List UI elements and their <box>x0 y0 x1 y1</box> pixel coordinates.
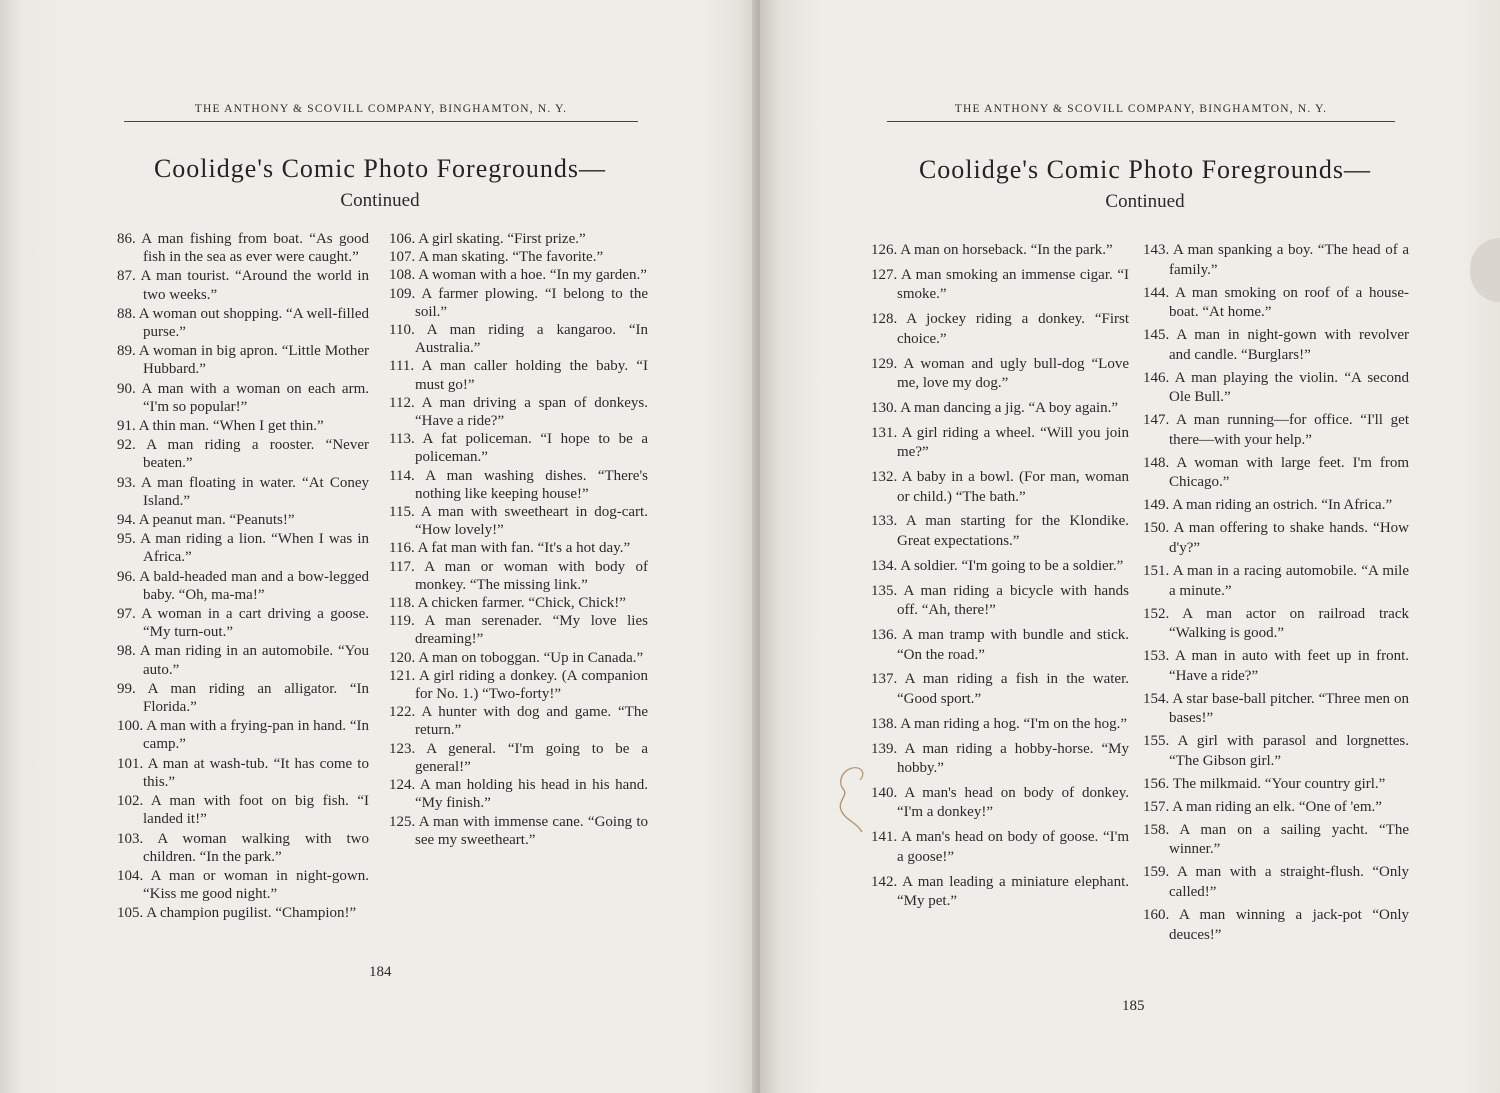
entry-number: 155. <box>1143 733 1170 750</box>
entry-text: A man winning a jack-pot “Only deuces!” <box>1169 907 1409 943</box>
entry-number: 102. <box>117 793 144 810</box>
catalog-entry <box>871 399 1129 419</box>
entry-text: A woman and ugly bull-dog “Love me, love my dog.” <box>897 355 1129 392</box>
catalog-entry <box>871 582 1129 621</box>
entry-number: 138. <box>871 715 898 732</box>
catalog-entry <box>117 342 369 378</box>
entry-text: A woman in big apron. “Little Mother Hubbard.” <box>138 343 369 378</box>
entry-text: A bald-headed man and a bow-legged baby. “Oh, ma-ma!” <box>139 568 369 603</box>
catalog-entry <box>871 670 1129 709</box>
catalog-entry <box>389 285 648 321</box>
entry-text: A general. “I'm going to be a general!” <box>415 740 648 775</box>
entry-text: A man spanking a boy. “The head of a family.” <box>1169 242 1409 278</box>
entry-number: 131. <box>871 424 898 441</box>
entry-text: The milkmaid. “Your country girl.” <box>1172 775 1386 792</box>
entry-text: A man with sweetheart in dog-cart. “How lovely!” <box>415 504 648 539</box>
entry-text: A champion pugilist. “Champion!” <box>146 905 357 922</box>
entry-text: A man with foot on big fish. “I landed it!” <box>143 793 369 828</box>
catalog-entry <box>1143 690 1409 729</box>
catalog-entry <box>871 512 1129 551</box>
entry-number: 87. <box>117 268 136 285</box>
entry-number: 106. <box>389 231 416 247</box>
entry-number: 140. <box>871 784 898 801</box>
entry-number: 134. <box>871 557 898 574</box>
entry-text: A man smoking an immense cigar. “I smoke.” <box>897 266 1129 303</box>
entry-text: A man or woman in night-gown. “Kiss me good night.” <box>143 867 369 903</box>
entry-number: 149. <box>1143 497 1170 514</box>
entry-number: 117. <box>389 558 415 575</box>
entry-text: A man driving a span of donkeys. “Have a ride?” <box>415 394 648 430</box>
entry-text: A man starting for the Klondike. Great expectations.” <box>897 513 1129 550</box>
catalog-entry <box>117 717 369 753</box>
entry-number: 122. <box>389 704 416 721</box>
catalog-entry <box>389 703 648 739</box>
page-subtitle: Continued <box>340 190 420 211</box>
entry-number: 101. <box>117 755 144 772</box>
entry-number: 151. <box>1143 563 1170 580</box>
entry-text: A hunter with dog and game. “The return.” <box>415 704 648 739</box>
catalog-entry <box>389 266 648 284</box>
catalog-entry <box>389 649 648 667</box>
catalog-entry <box>871 310 1129 349</box>
catalog-entry <box>871 241 1129 261</box>
catalog-entry <box>1143 906 1409 945</box>
catalog-entry <box>1143 821 1409 860</box>
entry-text: A man in auto with feet up in front. “Have a ride?” <box>1169 648 1409 684</box>
catalog-entry <box>871 424 1129 463</box>
catalog-entry <box>1143 863 1409 902</box>
entry-text: A star base-ball pitcher. “Three men on bases!” <box>1169 690 1409 727</box>
page-title: Coolidge's Comic Photo Foregrounds— <box>153 154 607 183</box>
entry-number: 99. <box>117 680 136 697</box>
catalog-entry <box>1143 284 1409 323</box>
catalog-entry <box>871 828 1129 867</box>
entry-text: A man holding his head in his hand. “My finish.” <box>415 777 648 812</box>
entry-text: A man serenader. “My love lies dreaming!” <box>415 613 648 648</box>
catalog-entry <box>1143 519 1409 558</box>
catalog-entry <box>117 230 369 266</box>
entry-text: A man on toboggan. “Up in Canada.” <box>418 649 644 666</box>
catalog-entry <box>389 503 648 539</box>
entry-number: 88. <box>117 305 136 322</box>
entry-text: A baby in a bowl. (For man, woman or child.) “The bath.” <box>897 469 1129 505</box>
entry-number: 159. <box>1143 864 1170 881</box>
entry-text: A man riding an alligator. “In Florida.” <box>143 680 369 716</box>
entry-number: 121. <box>389 667 416 684</box>
catalog-entry <box>389 248 648 266</box>
catalog-entry <box>1143 798 1409 818</box>
catalog-entry <box>1143 562 1409 601</box>
entry-number: 137. <box>871 671 898 688</box>
entry-number: 132. <box>871 469 898 486</box>
entry-number: 148. <box>1143 454 1170 471</box>
catalog-entry <box>1143 732 1409 771</box>
catalog-entry <box>389 612 648 648</box>
entry-number: 92. <box>117 437 136 454</box>
entry-number: 113. <box>389 431 415 448</box>
catalog-entry <box>389 813 648 849</box>
page-number: 185 <box>1122 998 1145 1014</box>
entry-number: 145. <box>1143 327 1170 344</box>
entry-text: A man in night-gown with revolver and candle. “Burglars!” <box>1169 327 1409 363</box>
entry-text: A girl skating. “First prize.” <box>418 231 586 247</box>
entry-text: A man with a straight-flush. “Only called!” <box>1169 864 1409 901</box>
catalog-entry <box>389 321 648 357</box>
catalog-entry <box>1143 605 1409 644</box>
entry-number: 127. <box>871 266 898 283</box>
catalog-entry <box>1143 496 1409 516</box>
catalog-entry <box>389 667 648 703</box>
entry-number: 111. <box>389 358 415 375</box>
entry-text: A man with a woman on each arm. “I'm so popular!” <box>141 380 369 415</box>
entry-number: 126. <box>871 242 898 258</box>
entry-text: A man riding a fish in the water. “Good sport.” <box>897 671 1129 707</box>
entry-text: A man tramp with bundle and stick. “On the road.” <box>897 626 1129 663</box>
entry-text: A man at wash-tub. “It has come to this.” <box>143 755 369 790</box>
entry-text: A man riding a hobby-horse. “My hobby.” <box>897 740 1129 777</box>
right-page-column-1 <box>871 241 1129 917</box>
catalog-entry <box>117 830 369 866</box>
entry-number: 153. <box>1143 648 1170 665</box>
catalog-entry <box>117 436 369 472</box>
entry-text: A man offering to shake hands. “How d'y?” <box>1169 520 1409 557</box>
catalog-entry <box>1143 411 1409 450</box>
catalog-entry <box>1143 775 1409 795</box>
page-title: Coolidge's Comic Photo Foregrounds— <box>918 155 1372 184</box>
entry-number: 158. <box>1143 821 1170 838</box>
entry-text: A girl riding a donkey. (A companion for No. 1.) “Two-forty!” <box>415 667 648 703</box>
entry-number: 107. <box>389 249 416 266</box>
entry-number: 91. <box>117 418 136 435</box>
entry-text: A man caller holding the baby. “I must go!” <box>415 358 648 393</box>
catalog-entry <box>117 680 369 716</box>
entry-number: 125. <box>389 813 416 830</box>
entry-text: A jockey riding a donkey. “First choice.” <box>897 311 1129 347</box>
page-subtitle: Continued <box>1105 191 1185 212</box>
entry-number: 119. <box>389 613 415 630</box>
running-head: THE ANTHONY & SCOVILL COMPANY, BINGHAMTON, N. Y. <box>124 103 638 122</box>
entry-number: 109. <box>389 285 416 302</box>
page-edge-tab <box>1470 238 1500 302</box>
catalog-entry <box>389 776 648 812</box>
entry-text: A man riding a bicycle with hands off. “Ah, there!” <box>897 582 1129 619</box>
catalog-entry <box>117 380 369 416</box>
entry-number: 136. <box>871 626 898 643</box>
entry-number: 124. <box>389 777 416 794</box>
entry-text: A chicken farmer. “Chick, Chick!” <box>417 595 626 612</box>
entry-text: A woman with a hoe. “In my garden.” <box>418 267 647 284</box>
entry-text: A man actor on railroad track “Walking is good.” <box>1169 605 1409 642</box>
entry-text: A fat man with fan. “It's a hot day.” <box>417 540 631 557</box>
entry-number: 142. <box>871 873 898 890</box>
left-page-column-1 <box>117 230 369 924</box>
catalog-entry <box>1143 454 1409 493</box>
entry-text: A man leading a miniature elephant. “My pet.” <box>897 873 1129 910</box>
entry-text: A thin man. “When I get thin.” <box>138 418 324 435</box>
entry-text: A man skating. “The favorite.” <box>418 249 604 266</box>
entry-number: 154. <box>1143 690 1170 707</box>
entry-number: 97. <box>117 606 136 623</box>
entry-text: A man on a sailing yacht. “The winner.” <box>1169 821 1409 858</box>
right-page-column-2 <box>1143 241 1409 949</box>
entry-number: 114. <box>389 467 415 484</box>
entry-number: 104. <box>117 867 144 884</box>
catalog-entry <box>389 558 648 594</box>
entry-number: 116. <box>389 540 415 557</box>
entry-text: A woman out shopping. “A well-filled purse.” <box>138 305 369 341</box>
entry-number: 95. <box>117 531 136 548</box>
entry-number: 110. <box>389 322 415 339</box>
entry-number: 147. <box>1143 412 1170 429</box>
entry-text: A man smoking on roof of a house-boat. “At home.” <box>1169 284 1409 321</box>
entry-text: A man floating in water. “At Coney Island.” <box>141 474 369 509</box>
right-page <box>760 0 1500 1093</box>
entry-number: 146. <box>1143 369 1170 386</box>
entry-number: 130. <box>871 399 898 416</box>
catalog-entry <box>871 468 1129 507</box>
catalog-entry <box>871 784 1129 823</box>
entry-number: 135. <box>871 582 898 599</box>
catalog-entry <box>117 605 369 641</box>
entry-text: A man riding in an automobile. “You auto.” <box>139 643 369 678</box>
catalog-entry <box>117 867 369 903</box>
catalog-entry <box>389 357 648 393</box>
entry-number: 98. <box>117 643 136 660</box>
entry-number: 93. <box>117 474 136 491</box>
loose-thread <box>832 762 872 834</box>
entry-text: A man on horseback. “In the park.” <box>900 242 1113 258</box>
entry-number: 103. <box>117 830 144 847</box>
entry-number: 150. <box>1143 520 1170 537</box>
entry-text: A man in a racing automobile. “A mile a minute.” <box>1169 563 1409 599</box>
left-page-column-2 <box>389 230 648 849</box>
entry-number: 128. <box>871 311 898 328</box>
catalog-entry <box>117 305 369 341</box>
entry-number: 157. <box>1143 798 1170 815</box>
entry-number: 143. <box>1143 242 1170 258</box>
entry-text: A man tourist. “Around the world in two weeks.” <box>140 268 369 303</box>
entry-text: A man's head on body of goose. “I'm a goose!” <box>897 829 1129 865</box>
catalog-entry <box>871 873 1129 912</box>
entry-number: 105. <box>117 905 144 922</box>
entry-text: A woman with large feet. I'm from Chicago.” <box>1169 454 1409 491</box>
entry-text: A man riding an ostrich. “In Africa.” <box>1172 497 1393 514</box>
catalog-entry <box>117 530 369 566</box>
entry-text: A man's head on body of donkey. “I'm a donkey!” <box>897 784 1129 821</box>
entry-number: 86. <box>117 231 136 247</box>
catalog-entry <box>389 230 648 248</box>
catalog-entry <box>871 266 1129 305</box>
entry-number: 123. <box>389 740 416 757</box>
catalog-entry <box>117 511 369 529</box>
entry-number: 94. <box>117 512 136 529</box>
entry-text: A man riding a kangaroo. “In Australia.” <box>415 322 648 357</box>
entry-text: A soldier. “I'm going to be a soldier.” <box>900 557 1124 574</box>
entry-number: 152. <box>1143 605 1170 622</box>
entry-text: A man playing the violin. “A second Ole Bull.” <box>1169 369 1409 406</box>
entry-text: A woman walking with two children. “In the park.” <box>143 830 369 865</box>
entry-text: A farmer plowing. “I belong to the soil.” <box>415 285 648 320</box>
catalog-entry <box>871 626 1129 665</box>
entry-number: 90. <box>117 380 136 397</box>
entry-text: A man riding an elk. “One of 'em.” <box>1172 798 1382 815</box>
entry-text: A girl with parasol and lorgnettes. “The Gibson girl.” <box>1169 733 1409 769</box>
entry-number: 118. <box>389 595 415 612</box>
page-number: 184 <box>369 964 392 980</box>
catalog-entry <box>1143 326 1409 365</box>
catalog-entry <box>389 430 648 466</box>
catalog-entry <box>117 904 369 922</box>
entry-number: 141. <box>871 829 898 846</box>
entry-text: A woman in a cart driving a goose. “My turn-out.” <box>141 606 369 641</box>
entry-number: 160. <box>1143 907 1170 924</box>
entry-number: 112. <box>389 394 415 411</box>
entry-number: 133. <box>871 513 898 530</box>
entry-text: A man fishing from boat. “As good fish in the sea as ever were caught.” <box>141 231 369 266</box>
entry-text: A man riding a rooster. “Never beaten.” <box>143 437 369 472</box>
entry-text: A man dancing a jig. “A boy again.” <box>900 399 1119 416</box>
entry-text: A man riding a hog. “I'm on the hog.” <box>900 715 1128 732</box>
running-head: THE ANTHONY & SCOVILL COMPANY, BINGHAMTON, N. Y. <box>887 103 1395 122</box>
catalog-entry <box>871 557 1129 577</box>
entry-text: A man with a frying-pan in hand. “In camp.” <box>143 718 369 753</box>
catalog-entry <box>389 394 648 430</box>
entry-number: 96. <box>117 568 136 585</box>
entry-number: 120. <box>389 649 416 666</box>
entry-number: 144. <box>1143 284 1170 301</box>
entry-text: A peanut man. “Peanuts!” <box>138 512 295 529</box>
entry-text: A man or woman with body of monkey. “The missing link.” <box>415 558 648 593</box>
catalog-entry <box>871 355 1129 394</box>
catalog-entry <box>871 715 1129 735</box>
catalog-entry <box>117 568 369 604</box>
catalog-entry <box>117 755 369 791</box>
catalog-entry <box>117 474 369 510</box>
entry-text: A man riding a lion. “When I was in Africa.” <box>140 531 369 566</box>
catalog-entry <box>389 594 648 612</box>
catalog-entry <box>1143 369 1409 408</box>
catalog-entry <box>1143 241 1409 280</box>
entry-number: 89. <box>117 343 136 360</box>
catalog-entry <box>389 740 648 776</box>
catalog-entry <box>117 267 369 303</box>
entry-number: 100. <box>117 718 144 735</box>
catalog-entry <box>117 417 369 435</box>
entry-number: 108. <box>389 267 416 284</box>
catalog-entry <box>871 740 1129 779</box>
catalog-entry <box>1143 647 1409 686</box>
entry-number: 115. <box>389 504 415 521</box>
catalog-entry <box>117 792 369 828</box>
entry-text: A girl riding a wheel. “Will you join me?” <box>897 424 1129 461</box>
entry-text: A man washing dishes. “There's nothing like keeping house!” <box>415 467 648 502</box>
entry-number: 129. <box>871 355 898 372</box>
catalog-entry <box>389 467 648 503</box>
entry-text: A man with immense cane. “Going to see my sweetheart.” <box>415 813 648 848</box>
entry-text: A man running—for office. “I'll get there—with your help.” <box>1169 412 1409 448</box>
entry-number: 156. <box>1143 775 1170 792</box>
entry-text: A fat policeman. “I hope to be a policeman.” <box>415 431 648 466</box>
catalog-entry <box>117 642 369 678</box>
entry-number: 139. <box>871 740 898 757</box>
catalog-entry <box>389 539 648 557</box>
